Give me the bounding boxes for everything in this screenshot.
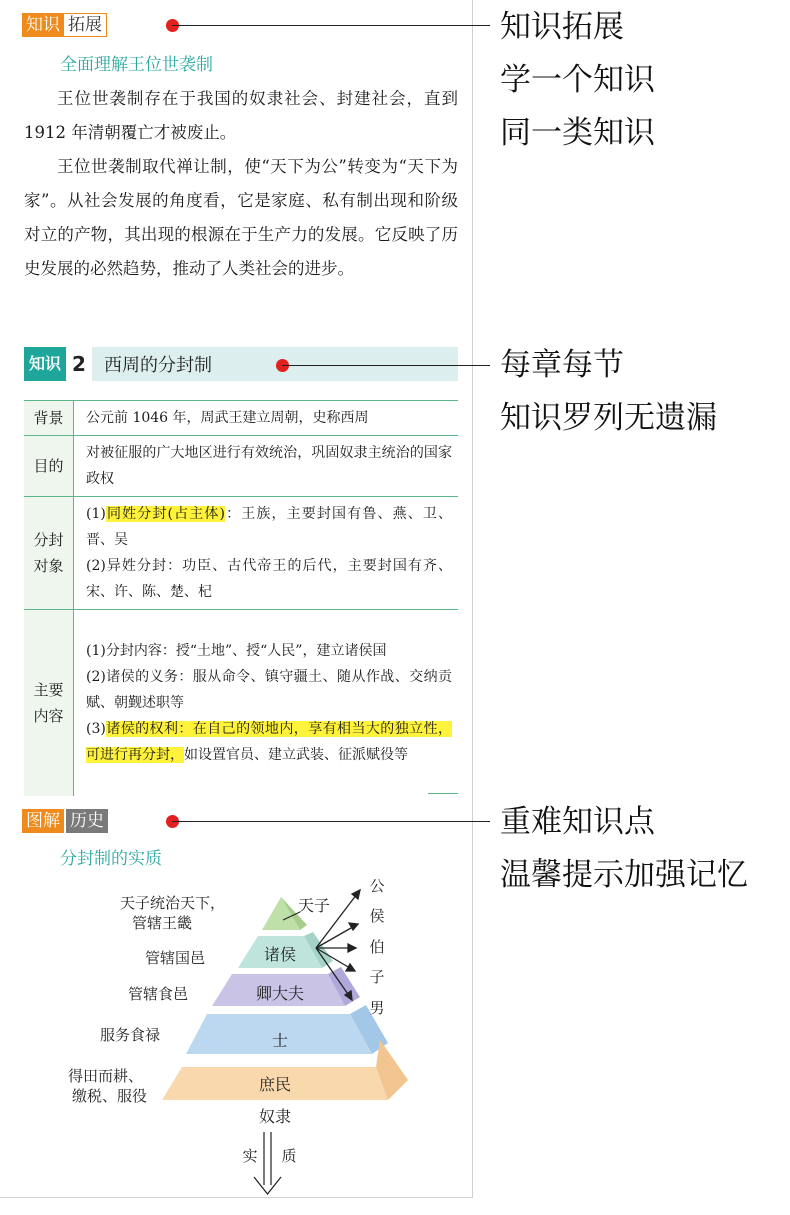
annotation-line: 同一类知识 xyxy=(500,115,655,151)
table-row xyxy=(24,436,458,497)
label-nuli: 奴隶 xyxy=(258,1107,292,1126)
text-seg: 如设置官员、建立武装、征派赋役等 xyxy=(184,746,408,763)
row-header-line: 分封 xyxy=(33,531,64,549)
annotation-line: 重难知识点 xyxy=(500,804,655,840)
rank-gong: 公 xyxy=(369,877,385,895)
section-number: 2 xyxy=(66,347,92,381)
highlighted-text: 同姓分封(占主体) xyxy=(105,506,225,522)
content-line: (1)分封内容：授“土地”、授“人民”，建立诸侯国 xyxy=(86,642,387,659)
annotation-group-diagram xyxy=(500,796,748,902)
tier-label-qingdafu: 卿大夫 xyxy=(255,984,305,1003)
label-tillage: 得田而耕、 xyxy=(68,1067,144,1085)
text-seg: ：王族，主要封国有鲁、燕、卫、晋、吴 xyxy=(86,506,452,548)
expand-subtitle: 全面理解王位世袭制 xyxy=(60,55,213,75)
annotation-group-expand xyxy=(500,1,655,160)
content-line xyxy=(86,501,452,553)
content-line xyxy=(86,716,452,768)
annotation-line: 温馨提示加强记忆 xyxy=(500,857,748,893)
expand-paragraph-2: 王位世袭制取代禅让制，使“天下为公”转变为“天下为家”。从社会发展的角度看，它是家庭、私有制出现和阶级对立的产物，其出现的根源在于生产力的发展。它反映了历史发展的必然趋势，推动了人类社会的进步。 xyxy=(24,157,458,278)
section-tag: 知识 xyxy=(24,347,66,381)
row-content: 公元前 1046 年，周武王建立周朝，史称西周 xyxy=(74,401,459,436)
section-title: 西周的分封制 xyxy=(104,355,213,376)
row-header-line: 内容 xyxy=(33,706,64,725)
annotation-line: 学一个知识 xyxy=(500,62,655,98)
annotation-line: 每章每节 xyxy=(500,347,624,383)
tier-label-shi: 士 xyxy=(271,1031,289,1050)
table-row xyxy=(24,401,458,436)
row-header-line: 主要 xyxy=(33,680,64,699)
row-header xyxy=(24,610,74,796)
knowledge-expand-tag xyxy=(22,13,107,37)
label-shiyi: 管辖食邑 xyxy=(128,985,189,1003)
rank-bo: 伯 xyxy=(369,938,385,956)
row-content: 对被征服的广大地区进行有效统治，巩固奴隶主统治的国家政权 xyxy=(74,436,459,497)
tag-part-b: 历史 xyxy=(66,809,108,833)
annotation-group-section xyxy=(500,339,717,445)
content-line: (2)异姓分封：功臣、古代帝王的后代，主要封国有齐、宋、许、陈、楚、杞 xyxy=(86,558,452,600)
tag-part-a: 知识 xyxy=(22,13,64,37)
diagram-tag xyxy=(22,809,108,833)
rank-zi: 子 xyxy=(369,968,385,986)
expand-paragraph-1: 王位世袭制存在于我国的奴隶社会、封建社会，直到 1912 年清朝覆亡才被废止。 xyxy=(24,89,458,142)
feudal-system-table xyxy=(24,400,458,796)
leader-line xyxy=(282,365,490,366)
highlighted-text: 诸侯的权利：在自己的领地内，享有相当大的独立性，可进行再分封， xyxy=(86,720,452,763)
feudal-pyramid-diagram xyxy=(0,860,472,1197)
label-guoyi: 管辖国邑 xyxy=(145,949,206,967)
tag-part-a: 图解 xyxy=(22,809,64,833)
annotation-line: 知识罗列无遗漏 xyxy=(500,400,717,436)
rank-nan: 男 xyxy=(369,999,385,1017)
leader-line xyxy=(172,821,490,822)
leader-line xyxy=(172,25,490,26)
label-wangji: 管辖王畿 xyxy=(132,914,193,932)
essence-label-zhi: 质 xyxy=(281,1147,297,1165)
label-shilu: 服务食禄 xyxy=(100,1026,161,1044)
text-seg: (3) xyxy=(86,720,106,737)
row-content xyxy=(74,610,459,796)
rank-hou: 侯 xyxy=(369,907,385,925)
row-header: 目的 xyxy=(24,436,74,497)
row-header-line: 对象 xyxy=(33,557,64,575)
label-tianzi-rule: 天子统治天下， xyxy=(120,894,226,912)
annotation-line: 知识拓展 xyxy=(500,9,624,45)
essence-label-shi: 实 xyxy=(242,1147,258,1165)
section-header xyxy=(24,347,458,381)
row-header xyxy=(24,497,74,610)
label-tax: 缴税、服役 xyxy=(72,1087,148,1105)
row-header: 背景 xyxy=(24,401,74,436)
table-row xyxy=(24,610,458,796)
table-end-line xyxy=(428,793,458,794)
row-content xyxy=(74,497,459,610)
tag-part-b: 拓展 xyxy=(64,13,107,37)
tier-label-zhuhou: 诸侯 xyxy=(263,945,297,964)
text-seg: (1) xyxy=(86,506,106,522)
tier-label-shumin: 庶民 xyxy=(258,1075,292,1094)
tier-label-tianzi: 天子 xyxy=(298,896,331,915)
content-line: (2)诸侯的义务：服从命令、镇守疆土、随从作战、交纳贡赋、朝觐述职等 xyxy=(86,668,452,711)
essence-arrow xyxy=(254,1132,281,1194)
diagram-subtitle: 分封制的实质 xyxy=(60,849,162,869)
table-row xyxy=(24,497,458,610)
